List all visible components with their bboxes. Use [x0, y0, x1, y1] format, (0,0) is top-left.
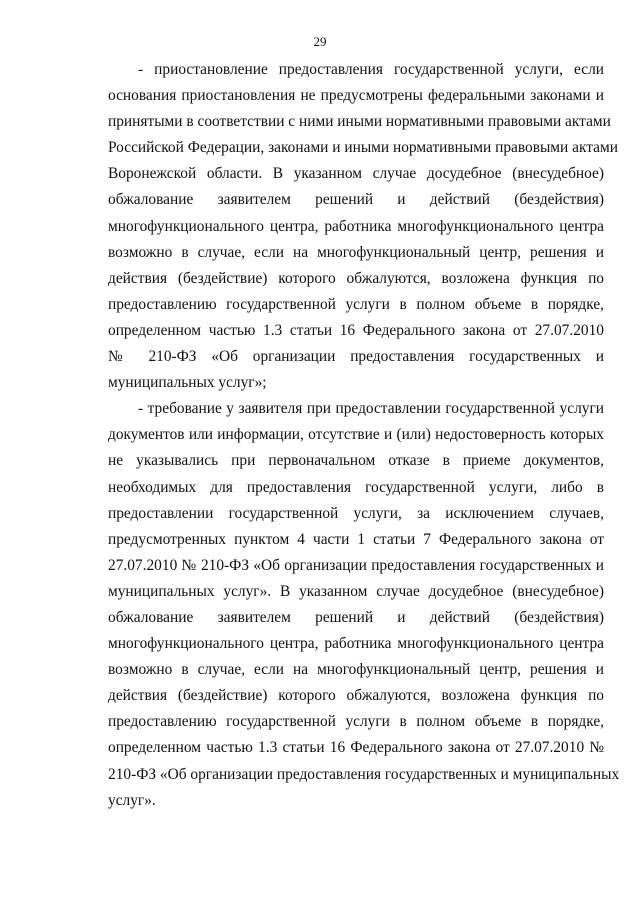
text-line: - требование у заявителя при предоставлении государственной услуги [138, 400, 604, 418]
text-line: необходимых для предоставления государственной услуги, либо в [108, 478, 604, 496]
text-line: принятыми в соответствии с ними иными нормативными правовыми актами [108, 113, 611, 131]
text-line: № 210-ФЗ «Об организации предоставления государственных и [108, 348, 604, 366]
text-line: - приостановление предоставления государственной услуги, если [138, 61, 604, 78]
text-line: муниципальных услуг»; [108, 374, 267, 392]
text-line: предусмотренных пунктом 4 части 1 статьи 7 Федерального закона от [108, 530, 604, 548]
paragraph-requirement [108, 396, 620, 814]
page-number: 29 [313, 34, 327, 49]
text-line: 27.07.2010 № 210-ФЗ «Об организации предоставления государственных и [108, 556, 604, 574]
text-line: предоставлению государственной услуги в полном объеме в порядке, [108, 713, 604, 731]
paragraph-suspension [108, 57, 618, 396]
text-line: действия (бездействие) которого обжалуются, возложена функция по [108, 687, 604, 705]
text-line: действия (бездействие) которого обжалуются, возложена функция по [108, 269, 604, 287]
text-line: обжалование заявителем решений и действий (бездействия) [108, 608, 604, 626]
text-line: предоставлении государственной услуги, за исключением случаев, [108, 504, 604, 522]
text-line: обжалование заявителем решений и действий (бездействия) [108, 191, 604, 209]
text-line: Воронежской области. В указанном случае досудебное (внесудебное) [108, 165, 604, 183]
text-line: предоставлению государственной услуги в полном объеме в порядке, [108, 295, 604, 313]
text-line: основания приостановления не предусмотрены федеральными законами и [108, 87, 604, 105]
text-line: документов или информации, отсутствие и (или) недостоверность которых [108, 426, 604, 444]
text-line: возможно в случае, если на многофункциональный центр, решения и [108, 243, 604, 261]
text-line: услуг». [108, 791, 156, 809]
text-line: определенном частью 1.3 статьи 16 Федерального закона от 27.07.2010 [108, 321, 604, 339]
text-line: Российской Федерации, законами и иными нормативными правовыми актами [108, 139, 618, 157]
text-line: муниципальных услуг». В указанном случае досудебное (внесудебное) [108, 582, 604, 600]
text-line: не указывались при первоначальном отказе в приеме документов, [108, 452, 604, 470]
document-body [108, 57, 620, 814]
text-line: возможно в случае, если на многофункциональный центр, решения и [108, 661, 604, 679]
text-line: многофункционального центра, работника многофункционального центра [108, 217, 604, 235]
text-line: определенном частью 1.3 статьи 16 Федерального закона от 27.07.2010 № [108, 739, 604, 757]
text-line: 210-ФЗ «Об организации предоставления государственных и муниципальных [108, 765, 620, 783]
text-line: многофункционального центра, работника многофункционального центра [108, 635, 604, 653]
